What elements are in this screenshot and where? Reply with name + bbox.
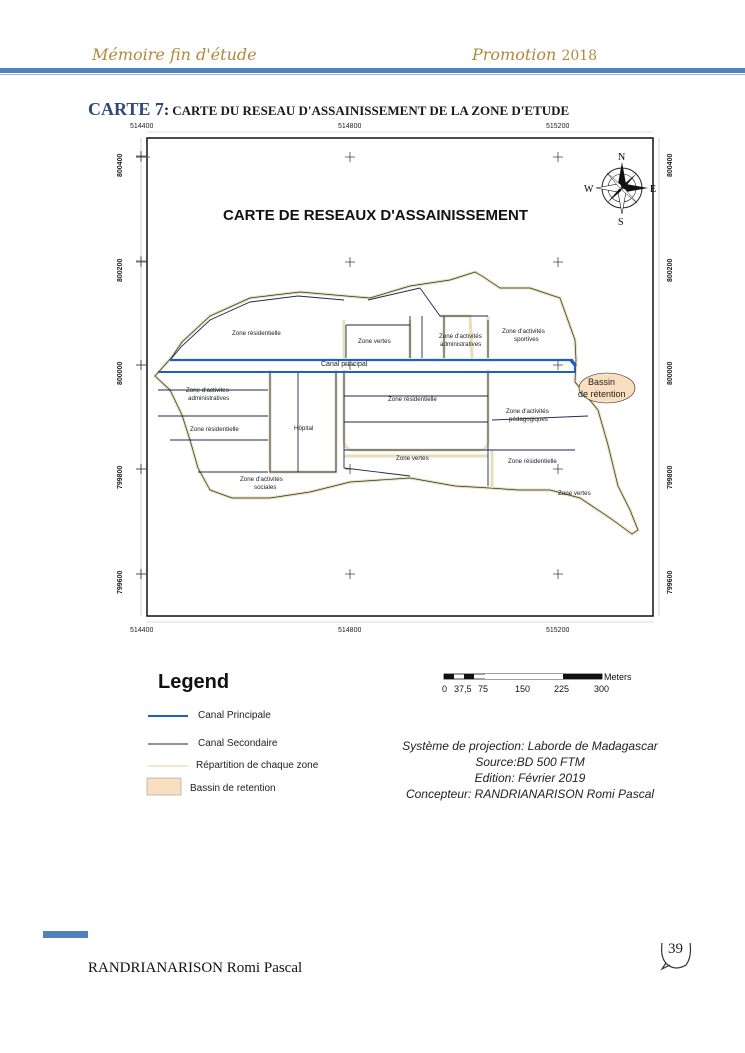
header-divider	[0, 68, 745, 73]
header-divider-thin	[0, 74, 745, 75]
zone-label-sportives-a: Zone d'activités	[502, 328, 545, 335]
title-prefix: CARTE 7	[88, 99, 164, 119]
scale-label-1: 37,5	[454, 684, 472, 694]
info-source: Source:BD 500 FTM	[475, 755, 585, 769]
zone-label-vertes-3: Zone vertes	[558, 490, 591, 497]
legend-label-bassin: Bassin de retention	[190, 783, 276, 794]
zone-label-sportives-b: sportives	[514, 336, 539, 343]
basin-label-2: de rétention	[578, 389, 626, 399]
scale-unit: Meters	[604, 672, 632, 682]
compass-n: N	[618, 152, 626, 163]
y-tick-left-3: 800000	[117, 361, 124, 385]
legend-symbol-bassin	[146, 777, 190, 797]
legend-symbol-canal-secondaire	[146, 737, 190, 751]
y-tick-left-2: 800200	[117, 258, 124, 282]
info-concepteur: Concepteur: RANDRIANARISON Romi Pascal	[405, 787, 655, 801]
y-tick-left-4: 799800	[117, 465, 124, 489]
zone-label-vertes-1: Zone vertes	[358, 338, 391, 345]
map-info-block	[395, 738, 665, 802]
zone-label-admin2-a: Zone d'activites	[186, 387, 229, 394]
zone-label-admin-a: Zone d'activités	[439, 333, 482, 340]
zone-label-sociales-a: Zone d'activités	[240, 476, 283, 483]
page-title: CARTE 7: CARTE DU RESEAU D'ASSAINISSEMENT DE LA ZONE D'ETUDE	[88, 99, 570, 119]
zone-label-admin2-b: administratives	[188, 395, 230, 402]
x-tick-top-2: 514800	[338, 123, 362, 130]
x-tick-top-1: 514400	[130, 123, 154, 130]
header-promotion-label: Promotion	[472, 45, 557, 64]
header-left-title: Mémoire fin d'étude	[92, 45, 257, 64]
header-year: 2018	[561, 48, 598, 64]
canal-principal-label: Canal principal	[321, 361, 368, 368]
y-tick-right-1: 800400	[667, 153, 674, 177]
legend-title: Legend	[158, 671, 230, 693]
y-tick-right-5: 799600	[667, 570, 674, 594]
info-projection: Système de projection: Laborde de Madagascar	[402, 739, 658, 753]
legend-label-canal-principal: Canal Principale	[198, 710, 271, 721]
scale-label-0: 0	[442, 684, 448, 694]
y-tick-right-3: 800000	[667, 361, 674, 385]
legend-label-canal-secondaire: Canal Secondaire	[198, 738, 278, 749]
zone-label-pedagogiques-a: Zone d'activités	[506, 408, 549, 415]
scale-label-2: 75	[478, 684, 489, 694]
zone-label-residentielle-3: Zone résidentielle	[190, 426, 239, 433]
legend-label-repartition: Répartition de chaque zone	[196, 760, 319, 771]
scale-label-5: 300	[594, 684, 610, 694]
legend-symbol-repartition	[146, 759, 190, 773]
scale-label-3: 150	[515, 684, 531, 694]
footer-author: RANDRIANARISON Romi Pascal	[88, 960, 303, 976]
zone-label-pedagogiques-b: pédagogiques	[509, 416, 548, 423]
footer-bar	[43, 931, 88, 938]
x-tick-bottom-3: 515200	[546, 627, 570, 634]
y-tick-right-4: 799800	[667, 465, 674, 489]
y-tick-left-1: 800400	[117, 153, 124, 177]
y-tick-right-2: 800200	[667, 258, 674, 282]
compass-s: S	[618, 217, 624, 228]
zone-label-residentielle-2: Zone résidentielle	[388, 396, 437, 403]
scale-label-4: 225	[554, 684, 570, 694]
sanitation-map	[110, 120, 680, 640]
zone-label-residentielle-1: Zone résidentielle	[232, 330, 281, 337]
x-tick-bottom-2: 514800	[338, 627, 362, 634]
basin-label-1: Bassin	[588, 377, 616, 387]
compass-w: W	[584, 184, 594, 195]
legend-symbol-canal-principal	[146, 709, 190, 723]
map-inner-title: CARTE DE RESEAUX D'ASSAINISSEMENT	[223, 207, 528, 224]
scale-bar	[440, 670, 650, 700]
zone-label-residentielle-4: Zone résidentielle	[508, 458, 557, 465]
title-text: CARTE DU RESEAU D'ASSAINISSEMENT DE LA ZONE D'ETUDE	[172, 103, 570, 118]
zone-label-hopital: Hôpital	[294, 425, 314, 432]
page-number: 39	[668, 941, 683, 957]
x-tick-top-3: 515200	[546, 123, 570, 130]
x-tick-bottom-1: 514400	[130, 627, 154, 634]
compass-e: E	[650, 184, 657, 195]
header-right-title	[472, 45, 597, 64]
y-tick-left-5: 799600	[117, 570, 124, 594]
zone-label-admin-b: administratives	[440, 341, 482, 348]
zone-label-sociales-b: sociales	[254, 484, 277, 491]
info-edition: Edition: Février 2019	[474, 771, 586, 785]
page-number-badge	[656, 935, 692, 971]
zone-label-vertes-2: Zone vertes	[396, 455, 429, 462]
